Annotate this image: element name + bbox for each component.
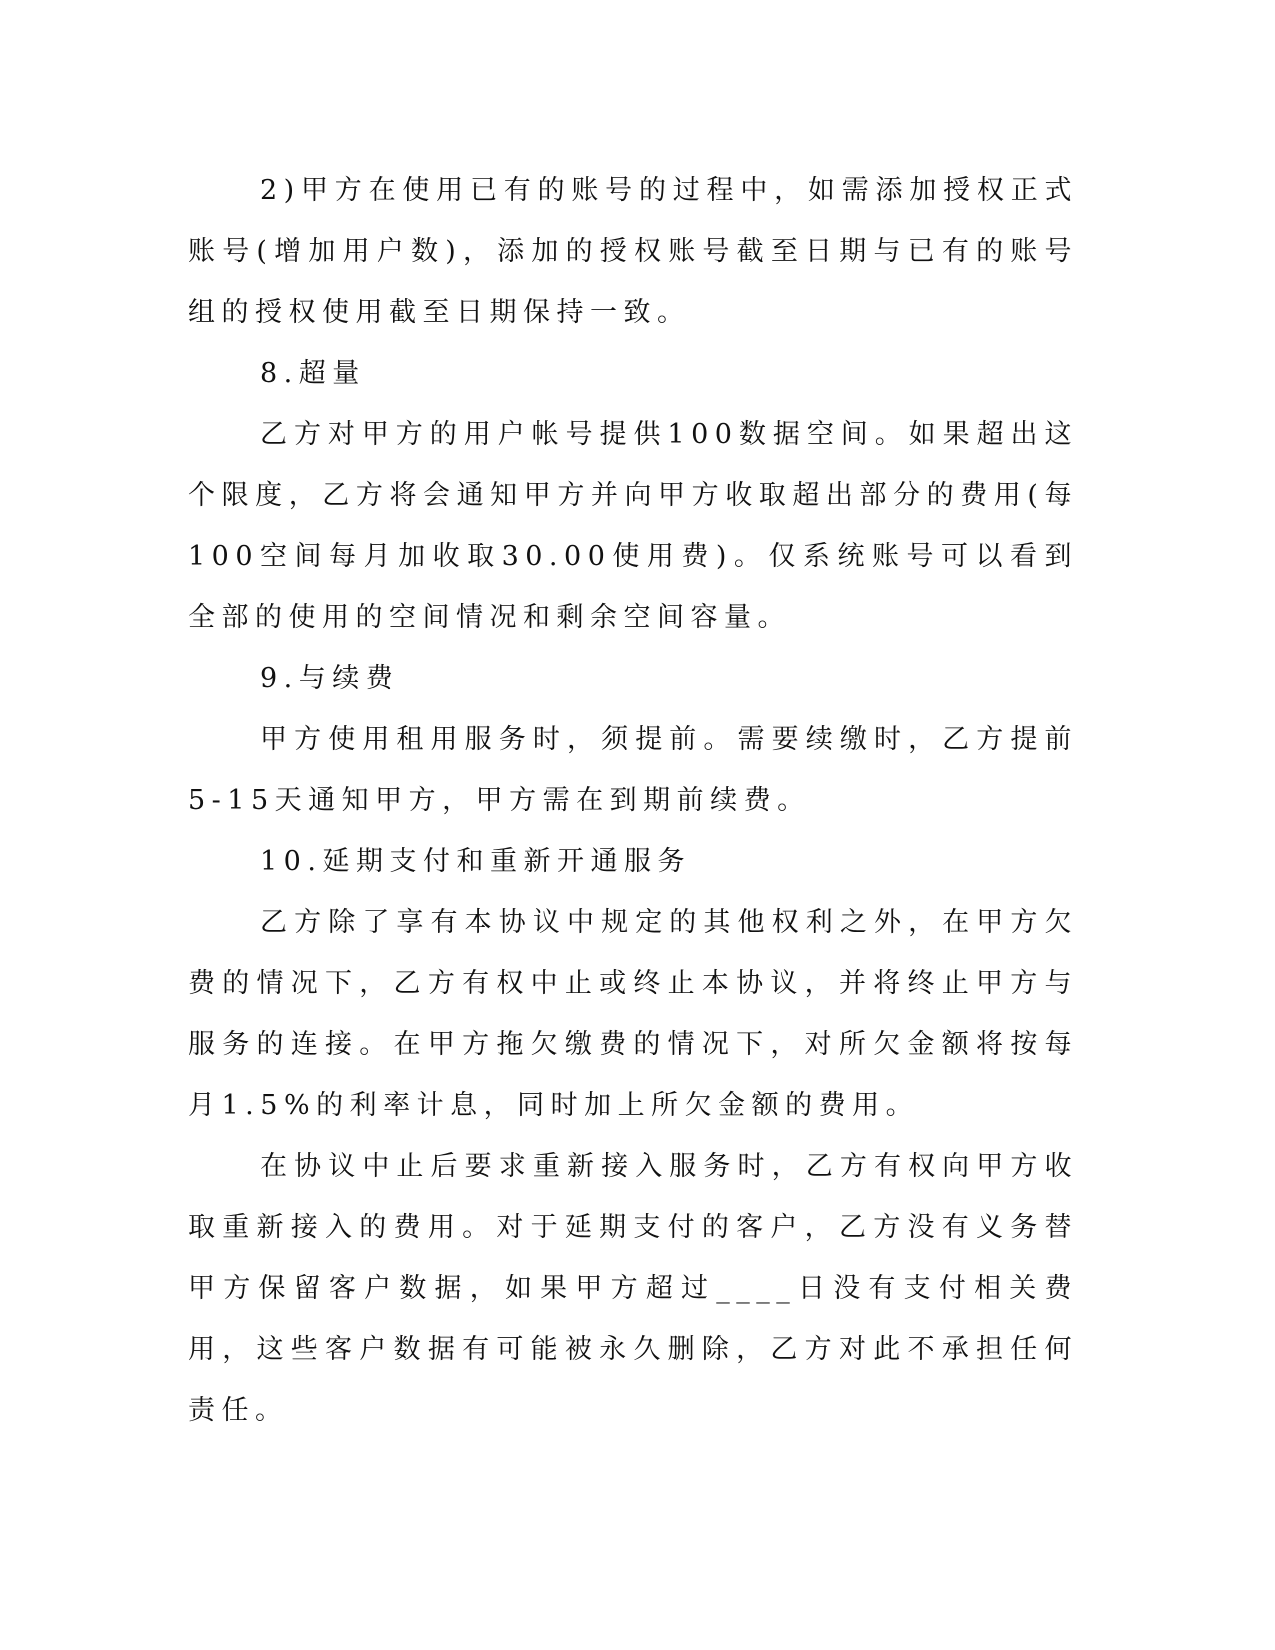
heading-overage: 8.超量 — [260, 358, 366, 389]
paragraph-late-payment: 乙方除了享有本协议中规定的其他权利之外，在甲方欠费的情况下，乙方有权中止或终止本协议，并将终止甲方与服务的连接。在甲方拖欠缴费的情况下，对所欠金额将按每月1.5%的利率计息，同时加上所欠金额的费用。 — [188, 907, 1078, 1121]
heading-renewal: 9.与续费 — [260, 663, 400, 694]
paragraph-renewal: 甲方使用租用服务时，须提前。需要续缴时，乙方提前5-15天通知甲方，甲方需在到期前续费。 — [188, 724, 1078, 816]
paragraph-reconnection: 在协议中止后要求重新接入服务时，乙方有权向甲方收取重新接入的费用。对于延期支付的客户，乙方没有义务替甲方保留客户数据，如果甲方超过____日没有支付相关费用，这些客户数据有可能被永久删除，乙方对此不承担任何责任。 — [188, 1151, 1078, 1426]
paragraph-account-addition: 2)甲方在使用已有的账号的过程中，如需添加授权正式账号(增加用户数)，添加的授权账号截至日期与已有的账号组的授权使用截至日期保持一致。 — [188, 175, 1078, 328]
heading-late-payment: 10.延期支付和重新开通服务 — [260, 846, 691, 877]
document-body — [188, 160, 1078, 1441]
paragraph-overage: 乙方对甲方的用户帐号提供100数据空间。如果超出这个限度，乙方将会通知甲方并向甲方收取超出部分的费用(每100空间每月加收取30.00使用费)。仅系统账号可以看到全部的使用的空间情况和剩余空间容量。 — [188, 419, 1078, 633]
